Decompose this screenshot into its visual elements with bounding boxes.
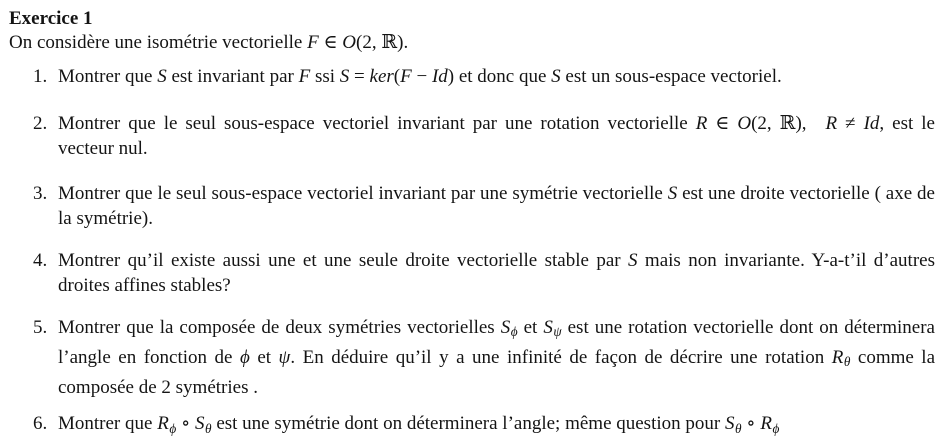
text-run: et (249, 346, 279, 368)
text-run: ∘ (176, 413, 196, 435)
exercise-item (9, 248, 935, 299)
exercise-item (9, 181, 935, 232)
text-run: ∘ (741, 413, 761, 435)
math-symbol: R (157, 413, 169, 435)
math-subscript: ϕ (772, 421, 780, 437)
math-symbol: S (195, 413, 205, 435)
text-run: . En déduire qu’il y a une infinité de façon de décrire une rotation (290, 346, 832, 368)
text-run: (2, ℝ), (751, 112, 826, 134)
math-subscript: ψ (553, 324, 562, 340)
text-run: ( (393, 66, 401, 87)
math-symbol: ker (369, 66, 394, 87)
math-subscript: ϕ (169, 421, 177, 437)
math-symbol: R (760, 413, 772, 435)
text-run: ∈ (318, 32, 343, 53)
math-symbol: S (667, 182, 678, 204)
math-symbol: S (543, 316, 553, 338)
math-symbol: Id (431, 66, 448, 87)
math-symbol: R (831, 346, 844, 368)
text-run: ssi (310, 66, 340, 87)
item-number: 4. (33, 249, 48, 271)
item-text (58, 66, 782, 87)
math-symbol: O (342, 32, 357, 53)
text-run: est une symétrie dont on déterminera l’angle; même question pour (211, 413, 725, 435)
math-symbol: R (825, 112, 838, 134)
text-run: = (349, 66, 370, 87)
exercise-item (9, 315, 935, 401)
text-run: Montrer que (58, 66, 158, 87)
math-symbol: S (500, 316, 511, 338)
item-number: 3. (33, 182, 48, 204)
text-run: est une rotation vectorielle dont on déterminera l’angle en fonction de (58, 316, 935, 368)
text-run: est un sous-espace vectoriel. (560, 66, 782, 87)
item-text (58, 250, 935, 297)
math-symbol: S (157, 66, 167, 87)
text-run: et (517, 316, 544, 338)
math-symbol: O (737, 112, 752, 134)
text-run: Montrer que (58, 413, 158, 435)
math-subscript: θ (205, 421, 212, 437)
math-symbol: S (551, 66, 561, 87)
text-run: mais non invariante. Y-a-t’il d’autres droites affines stables? (58, 249, 935, 296)
math-symbol: R (695, 112, 708, 134)
text-run: , est le vecteur nul. (58, 112, 935, 159)
exercise-item (9, 64, 935, 90)
text-run: Montrer qu’il existe aussi une et une seule droite vectorielle stable par (58, 249, 629, 271)
math-symbol: ϕ (239, 346, 250, 368)
math-symbol: F (400, 66, 412, 87)
text-run: ≠ (837, 112, 864, 134)
math-symbol: S (628, 249, 638, 271)
text-run: est invariant par (166, 66, 299, 87)
math-symbol: ψ (278, 346, 291, 368)
math-symbol: S (339, 66, 350, 87)
text-run: − (411, 66, 432, 87)
item-text (58, 183, 935, 230)
exercise-item (9, 111, 935, 162)
text-run: Montrer que la composée de deux symétries vectorielles (58, 316, 501, 338)
item-text (58, 113, 935, 160)
text-run: ∈ (707, 112, 738, 134)
text-run: ) et donc que (447, 66, 552, 87)
item-number: 2. (33, 112, 48, 134)
math-symbol: S (724, 413, 735, 435)
item-text (58, 317, 935, 398)
exercise-title: Exercice 1 (9, 8, 93, 29)
math-subscript: θ (843, 354, 851, 370)
math-symbol: F (307, 32, 319, 53)
math-subscript: θ (734, 421, 742, 437)
exercise-list (9, 64, 935, 442)
text-run: On considère une isométrie vectorielle (9, 32, 308, 53)
math-subscript: ϕ (510, 324, 518, 340)
text-run: (2, ℝ). (356, 32, 409, 53)
item-number: 6. (33, 413, 48, 435)
math-symbol: F (298, 66, 311, 87)
item-text (58, 413, 780, 437)
text-run: Montrer que le seul sous-espace vectoriel invariant par une rotation vectorielle (58, 112, 696, 134)
math-symbol: Id (863, 112, 880, 134)
item-number: 5. (33, 316, 48, 338)
item-number: 1. (33, 66, 48, 87)
text-run: Montrer que le seul sous-espace vectoriel invariant par une symétrie vectorielle (58, 182, 668, 204)
text-run: comme la composée de 2 symétries . (58, 346, 936, 398)
text-run: est une droite vectorielle ( axe de la symétrie). (58, 182, 935, 229)
exercise-intro (9, 30, 935, 56)
